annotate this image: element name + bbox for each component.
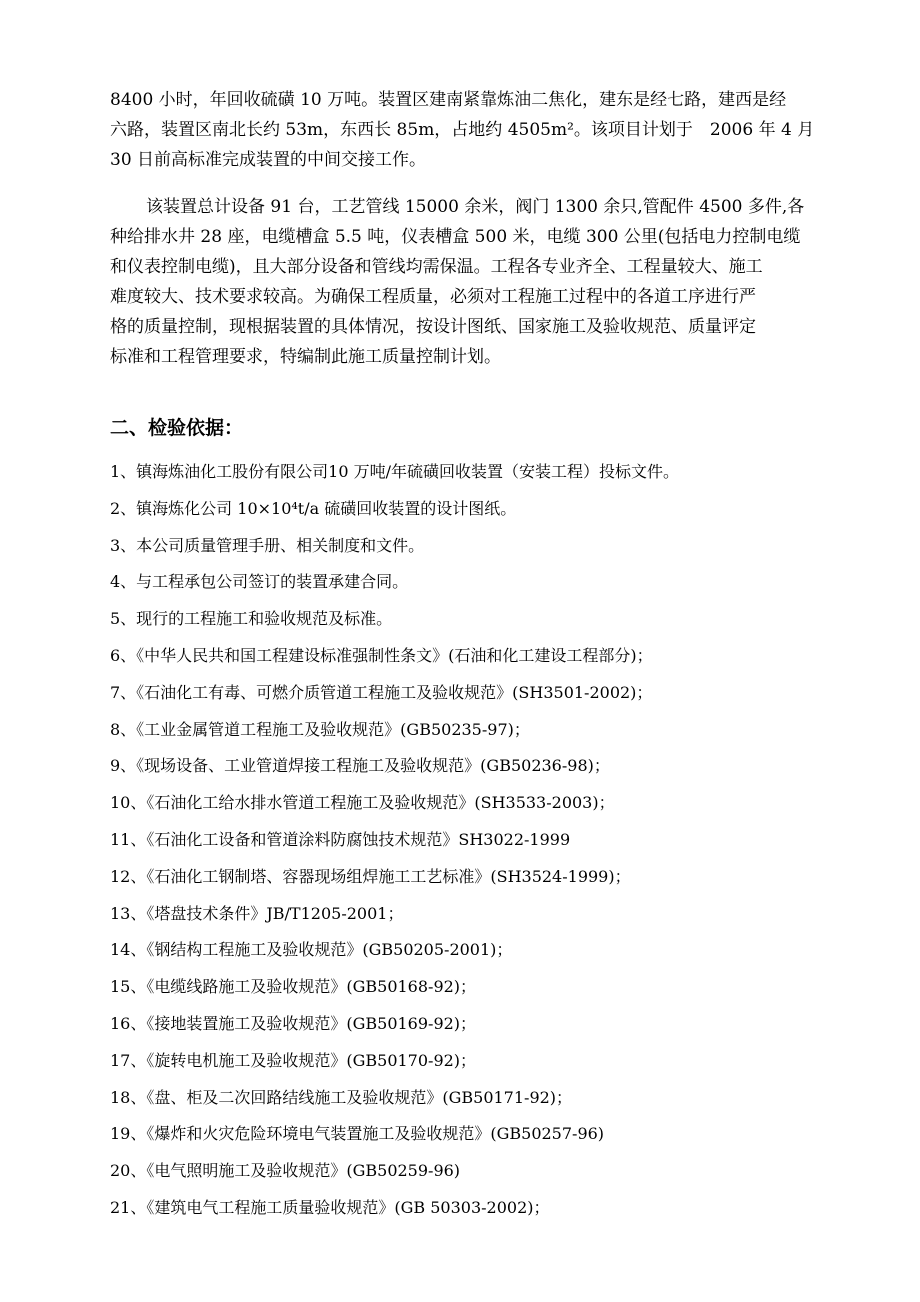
- paragraph-line: 30 日前高标准完成装置的中间交接工作。: [110, 150, 427, 170]
- list-item: 20、《电气照明施工及验收规范》(GB50259-96): [110, 1161, 461, 1181]
- project-overview-paragraph: [110, 85, 826, 175]
- paragraph-line: 难度较大、技术要求较高。为确保工程质量，必须对工程施工过程中的各道工序进行严: [110, 287, 756, 307]
- list-item: 18、《盘、柜及二次回路结线施工及验收规范》(GB50171-92)；: [110, 1087, 573, 1107]
- paragraph-line: 种给排水井 28 座，电缆槽盒 5.5 吨，仪表槽盒 500 米，电缆 300 公里(包括电力控制电缆: [110, 227, 801, 247]
- list-item: 12、《石油化工钢制塔、容器现场组焊施工工艺标准》(SH3524-1999)；: [110, 866, 631, 886]
- paragraph-line: 8400 小时，年回收硫磺 10 万吨。装置区建南紧靠炼油二焦化，建东是经七路，建西是经: [110, 90, 787, 110]
- list-item: 9、《现场设备、工业管道焊接工程施工及验收规范》(GB50236-98)；: [110, 756, 610, 776]
- list-item: 21、《建筑电气工程施工质量验收规范》(GB 50303-2002)；: [110, 1197, 550, 1217]
- list-item: 4、与工程承包公司签订的装置承建合同。: [110, 572, 409, 592]
- list-item: 2、镇海炼化公司 10×10⁴t/a 硫磺回收装置的设计图纸。: [110, 498, 517, 518]
- list-item: 3、本公司质量管理手册、相关制度和文件。: [110, 535, 425, 555]
- list-item: 7、《石油化工有毒、可燃介质管道工程施工及验收规范》(SH3501-2002)；: [110, 682, 653, 702]
- paragraph-line: 六路，装置区南北长约 53m，东西长 85m，占地约 4505m²。该项目计划于 2006 年 4 月: [110, 120, 815, 140]
- paragraph-line: 格的质量控制，现根据装置的具体情况，按设计图纸、国家施工及验收规范、质量评定: [110, 317, 756, 337]
- list-item: 5、现行的工程施工和验收规范及标准。: [110, 609, 393, 629]
- list-item: 1、镇海炼油化工股份有限公司10 万吨/年硫磺回收装置（安装工程）投标文件。: [110, 462, 680, 481]
- list-item: 13、《塔盘技术条件》JB/T1205-2001；: [110, 903, 404, 923]
- list-item: 10、《石油化工给水排水管道工程施工及验收规范》(SH3533-2003)；: [110, 793, 615, 813]
- list-item: 14、《钢结构工程施工及验收规范》(GB50205-2001)；: [110, 940, 513, 960]
- list-item: 15、《电缆线路施工及验收规范》(GB50168-92)；: [110, 977, 477, 997]
- list-item: 16、《接地装置施工及验收规范》(GB50169-92)；: [110, 1013, 477, 1033]
- list-item: 6、《中华人民共和国工程建设标准强制性条文》(石油和化工建设工程部分)；: [110, 645, 653, 665]
- section-heading: 二、检验依据：: [110, 417, 244, 439]
- paragraph-line: 和仪表控制电缆)，且大部分设备和管线均需保温。工程各专业齐全、工程量较大、施工: [110, 257, 763, 277]
- paragraph-line: 标准和工程管理要求，特编制此施工质量控制计划。: [110, 347, 501, 367]
- paragraph-line: 该装置总计设备 91 台，工艺管线 15000 余米，阀门 1300 余只,管配件 4500 多件,各: [146, 197, 805, 217]
- list-item: 8、《工业金属管道工程施工及验收规范》(GB50235-97)；: [110, 719, 530, 739]
- scope-paragraph: [110, 192, 826, 372]
- list-item: 19、《爆炸和火灾危险环境电气装置施工及验收规范》(GB50257-96): [110, 1124, 605, 1144]
- list-item: 11、《石油化工设备和管道涂料防腐蚀技术规范》SH3022-1999: [110, 829, 571, 849]
- list-item: 17、《旋转电机施工及验收规范》(GB50170-92)；: [110, 1050, 477, 1070]
- inspection-basis-list: [110, 454, 850, 1227]
